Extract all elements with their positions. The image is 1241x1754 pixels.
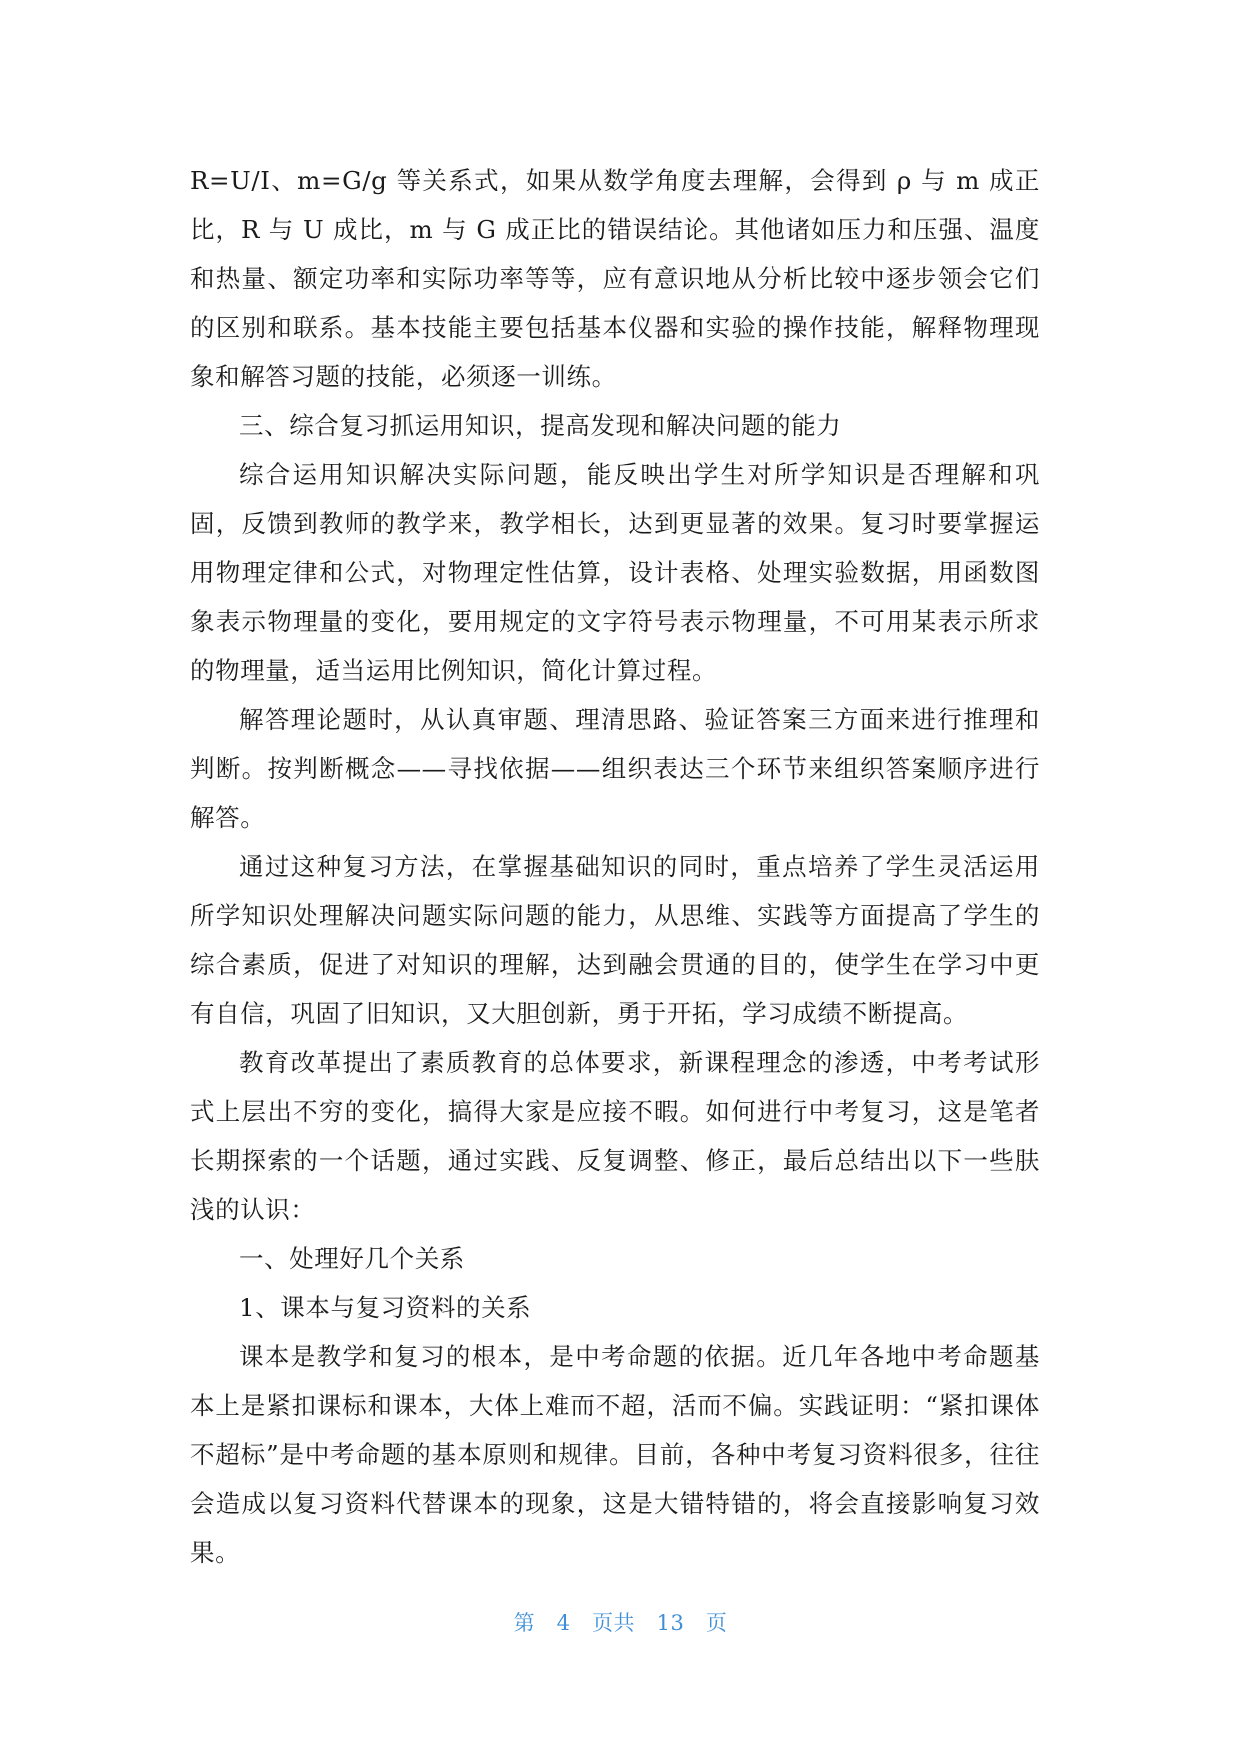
subsection-heading-1: 1、课本与复习资料的关系 (239, 1293, 532, 1322)
paragraph-formula-relations: R=U/I、m=G/g 等关系式，如果从数学角度去理解，会得到 ρ 与 m 成正比，R 与 U 成比，m 与 G 成正比的错误结论。其他诸如压力和压强、温度和热量、额定功率和实际功率等等，应有意识地从分析比较中逐步领会它们的区别和联系。基本技能主要包括基本仪器和实验的操作技能，解释物理现象和解答习题的技能，必须逐一训练。 (190, 166, 1040, 391)
footer-total-pages: 13 (656, 1611, 685, 1635)
paragraph-review-method: 通过这种复习方法，在掌握基础知识的同时，重点培养了学生灵活运用所学知识处理解决问题实际问题的能力，从思维、实践等方面提高了学生的综合素质，促进了对知识的理解，达到融会贯通的目的，使学生在学习中更有自信，巩固了旧知识，又大胆创新，勇于开拓，学习成绩不断提高。 (190, 852, 1040, 1028)
footer-label-middle: 页共 (592, 1611, 636, 1635)
footer-current-page: 4 (556, 1611, 571, 1635)
footer-label-prefix: 第 (513, 1611, 536, 1635)
document-body (190, 156, 1040, 1577)
page-number-footer (0, 1607, 1241, 1637)
section-heading-three: 三、综合复习抓运用知识，提高发现和解决问题的能力 (239, 411, 842, 440)
section-heading-one: 一、处理好几个关系 (239, 1244, 465, 1273)
footer-label-suffix: 页 (705, 1611, 728, 1635)
paragraph-education-reform: 教育改革提出了素质教育的总体要求，新课程理念的渗透，中考考试形式上层出不穷的变化，搞得大家是应接不暇。如何进行中考复习，这是笔者长期探索的一个话题，通过实践、反复调整、修正，最后总结出以下一些肤浅的认识： (190, 1048, 1040, 1224)
paragraph-comprehensive-application: 综合运用知识解决实际问题，能反映出学生对所学知识是否理解和巩固，反馈到教师的教学来，教学相长，达到更显著的效果。复习时要掌握运用物理定律和公式，对物理定性估算，设计表格、处理实验数据，用函数图象表示物理量的变化，要用规定的文字符号表示物理量，不可用某表示所求的物理量，适当运用比例知识，简化计算过程。 (190, 460, 1040, 685)
paragraph-theory-answering: 解答理论题时，从认真审题、理清思路、验证答案三方面来进行推理和判断。按判断概念——寻找依据——组织表达三个环节来组织答案顺序进行解答。 (190, 705, 1040, 832)
paragraph-textbook-relation: 课本是教学和复习的根本，是中考命题的依据。近几年各地中考命题基本上是紧扣课标和课本，大体上难而不超，活而不偏。实践证明：“紧扣课体不超标”是中考命题的基本原则和规律。目前，各种中考复习资料很多，往往会造成以复习资料代替课本的现象，这是大错特错的，将会直接影响复习效果。 (190, 1342, 1040, 1567)
